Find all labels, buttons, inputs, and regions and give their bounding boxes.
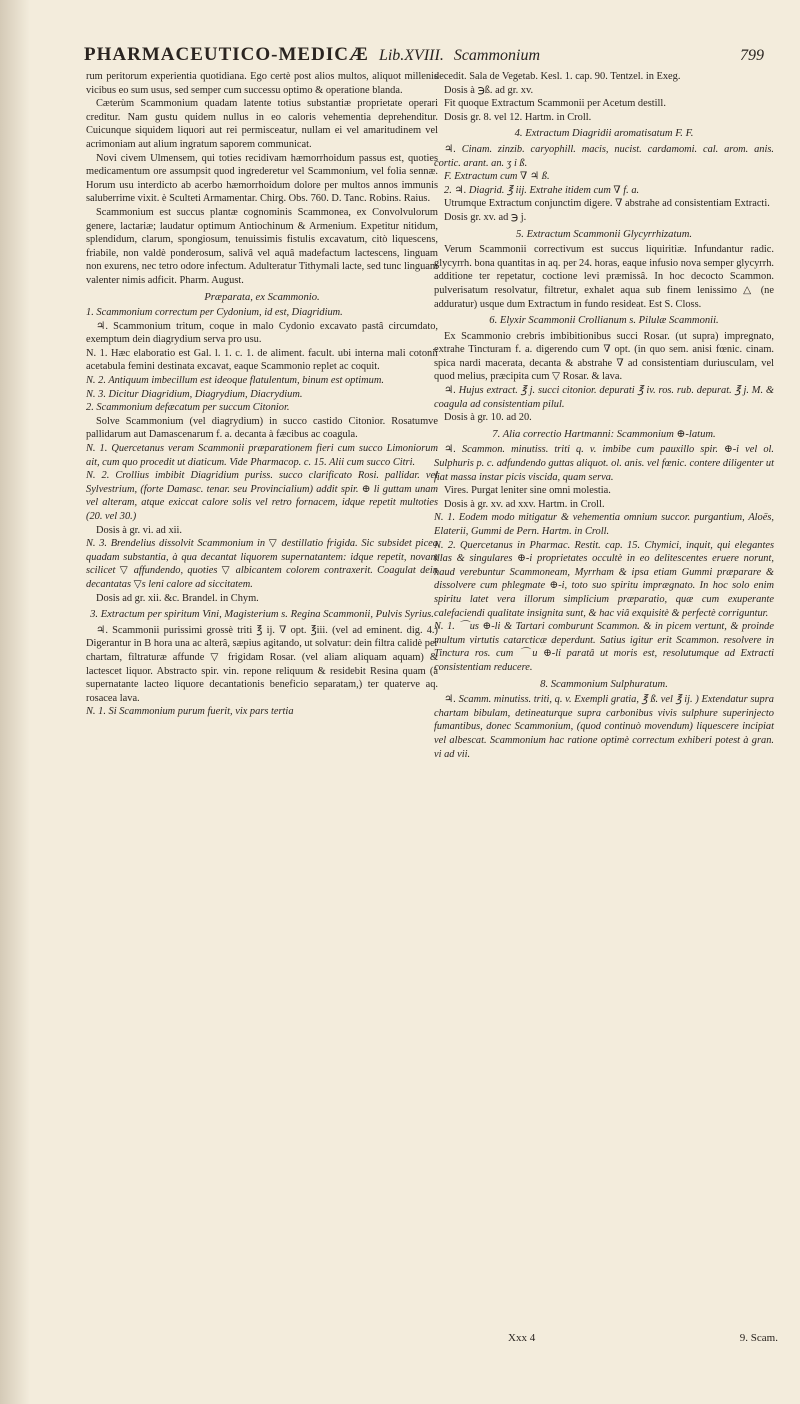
paragraph: N. 2. Quercetanus in Pharmac. Restit. cap. 15. Chymici, inquit, qui elegantes illas & singulares ⊕-i proprietates occultè in eo delitescentes eruere norunt, haud verebuntur Scammoneam, Myrrham & ipsa etiam Gummi præparare & dissolvere cum phlegmate ⊕-i, toto suo spiritu imprægnato. In hoc solo enim spiritu latet vera illorum simplicium præparatio, quæ cum exuperante calefaciendi qualitate insignita sunt, & hac viâ exquisitè & perfectè corriguntur. [434, 539, 774, 619]
paragraph: Utrumque Extractum conjunctim digere. ∇ abstrahe ad consistentiam Extracti. [444, 198, 770, 210]
paragraph: Fit quoque Extractum Scammonii per Acetum destill. [444, 98, 666, 110]
paragraph: 2. Scammonium defæcatum per succum Citonior. [86, 402, 290, 414]
section-heading: Præparata, ex Scammonio. [204, 291, 320, 303]
paragraph: N. 1. Quercetanus veram Scammonii præparationem fieri cum succo Limoniorum ait, cum quo procedit ut diaticum. Vide Pharmacop. c. 15. Alii cum succo Citri. [86, 443, 438, 468]
paragraph: 1. Scammonium correctum per Cydonium, id est, Diagridium. [86, 307, 343, 319]
paragraph: decedit. Sala de Vegetab. Kesl. 1. cap. 90. Tentzel. in Exeg. [434, 71, 681, 82]
paragraph: ♃. Scammonium tritum, coque in malo Cydonio excavato pastâ circumdato, exemptum dein diagrydium serva pro usu. [86, 320, 438, 346]
page-header [84, 44, 764, 66]
signature-mark: Xxx 4 [508, 1332, 536, 1344]
paragraph: Verum Scammonii correctivum est succus liquiritiæ. Infundantur radic. glycyrrh. bona quantitas in aq. per 24. horas, eaque infusio nova semper glycyrrh. additione ter repetatur, coctione levi præmissâ. In hoc decocto Scammon. pulverisatum resolvatur, filtretur, exhalet aqua sub finem lenissimo △ (ne adduratur) usque dum Extractum in fundo resideat. Est S. Closs. [434, 244, 774, 310]
paragraph: N. 1. Si Scammonium purum fuerit, vix pars tertia [86, 706, 294, 718]
page-gutter-shadow [0, 0, 30, 1404]
paragraph: ♃. Hujus extract. ℥ j. succi citonior. depurati ℥ iv. ros. rub. depurat. ℥ j. M. & coagula ad consistentiam pilul. [434, 385, 774, 410]
paragraph: Dosis gr. 8. vel 12. Hartm. in Croll. [444, 111, 592, 123]
paragraph: N. 1. Hæc elaboratio est Gal. l. 1. c. 1. de aliment. facult. ubi interna mali cotonii acetabula femini destinata excavat, eaque Scammonio replet ac coquit. [86, 347, 438, 373]
paragraph: Cæterùm Scammonium quadam latente totius substantiæ proprietate operari creditur. Nam gustu quidem nullus in eo caloris vehementia deprehenditur. Cuicunque siquidem liquori aut rei permisceatur, nullam ei vel amaritudinem vel acrimoniam aut alium ingratum saporem communicat. [86, 98, 438, 150]
section-heading: 4. Extractum Diagridii aromatisatum F. F. [514, 128, 694, 140]
paragraph: N. 3. Brendelius dissolvit Scammonium in ▽ destillatio frigida. Sic subsidet picea quadam substantia, à qua decantat liquorem supernatantem: idque repetit, novam scilicet ▽ affundendo, quoties ▽ albicantem colorem contraxerit. Coagulat dein decantatas ▽s leni calore ad siccitatem. [86, 538, 438, 590]
paragraph: N. 1. ⌒us ⊕-li & Tartari comburunt Scammon. & in picem vertunt, & proinde multum virtutis catarcticæ deperdunt. Satius igitur erit Scammon. resolvere in Tinctura ros. cum ⌒u ⊕-li paratâ ut moris est, resolutumque ad Extracti consistentiam reducere. [434, 621, 774, 673]
section-heading: 7. Alia correctio Hartmanni: Scammonium ⊕-latum. [492, 428, 716, 440]
right-column [434, 70, 774, 761]
section-title: Scammonium [453, 47, 541, 64]
paragraph: N. 3. Dicitur Diagridium, Diagrydium, Diacrydium. [86, 388, 303, 400]
paragraph: Scammonium est succus plantæ cognominis Scammonea, ex Convolvulorum genere, lactariæ; laudatur optimum Antiochinum & Armenium. Expetitur nitidum, splendidum, clarum, spongiosum, tenuissimis fistulis excavatum, citò liquescens, friabile, non valdè ponderosum, salivâ vel aquâ madefactum lactescens, linguam non exurens, nec tetro odore infectum. Adulteratur Tithymali lacte, sed tunc linguam valenter nimis adficit. Pharm. August. [86, 206, 438, 286]
paragraph: F. Extractum cum ∇ ♃ ß. [444, 171, 550, 183]
section-heading: 3. Extractum per spiritum Vini, Magisterium s. Regina Scammonii, Pulvis Syrius. [90, 609, 434, 621]
page-number: 799 [740, 47, 764, 64]
paragraph: Dosis à ℈ß. ad gr. xv. [444, 84, 534, 96]
section-heading: 8. Scammonium Sulphuratum. [540, 678, 668, 690]
section-heading: 6. Elyxir Scammonii Crollianum s. Pilulæ Scammonii. [489, 315, 719, 327]
paragraph: Ex Scammonio crebris imbibitionibus succi Rosar. (ut supra) impregnato, extrahe Tincturam f. a. digerendo cum ∇ opt. (in quo sem. anisi fœnic. cinam. spica nardi macerata, decanta & abstrahe ∇ ad consistentiam duriusculam, vel quod melius, præcipita cum ▽ Rosar. & lava. [434, 330, 774, 383]
paragraph: rum peritorum experientia quotidiana. Ego certè post alios multos, aliquot millenis vicibus eo sum usus, sed semper cum successu optimo & operatione blanda. [86, 71, 438, 96]
paragraph: Dosis à gr. xv. ad xxv. Hartm. in Croll. [444, 498, 605, 510]
paragraph: Novi civem Ulmensem, qui toties recidivam hæmorrhoidum passus est, quoties medicamentum ore assumpsit quod ingrederetur vel Scammonium, vel folia sennæ. Horum usu interdicto ab acerbo hæmorrhoidum dolore per multos annos immunis saluberrime vixit. è Sculteti Armamentar. Chirg. Obs. 760. D. Tanc. Robins. Raius. [86, 152, 438, 205]
page-footer [508, 1332, 778, 1344]
paragraph: ♃. Scamm. minutiss. triti, q. v. Exempli gratia, ℥ ß. vel ℥ ij. ) Extendatur supra chartam bibulam, detineaturque supra carbonibus vivis sulphure superinjecto fumantibus, donec Scammonium, (quod continuò movendum) liquescere incipiat vel albescat. Scammonium hac ratione optimè correctum exhiberi potest à gran. vi ad vii. [434, 694, 774, 760]
catchword: 9. Scam. [739, 1332, 778, 1344]
paragraph: Dosis à gr. 10. ad 20. [444, 412, 532, 424]
paragraph: 2. ♃. Diagrid. ℥ iij. Extrahe itidem cum ∇ f. a. [444, 184, 640, 196]
paragraph: Dosis ad gr. xii. &c. Brandel. in Chym. [96, 592, 259, 604]
running-title: PHARMACEUTICO-MEDICÆ [84, 44, 369, 65]
section-heading: 5. Extractum Scammonii Glycyrrhizatum. [515, 228, 693, 240]
paragraph: N. 1. Eodem modo mitigatur & vehementia omnium succor. purgantium, Aloës, Elaterii, Gummi de Pern. Hartm. in Croll. [434, 512, 774, 537]
paragraph: Vires. Purgat leniter sine omni molestia. [444, 485, 611, 497]
paragraph: N. 2. Antiquum imbecillum est ideoque flatulentum, binum est optimum. [86, 375, 384, 387]
paragraph: Solve Scammonium (vel diagrydium) in succo castido Citonior. Rosatumve pallidarum aut Damascenarum f. a. decanta à fæcibus ac coagula. [86, 415, 438, 441]
paragraph: ♃. Scammon. minutiss. triti q. v. imbibe cum pauxillo spir. ⊕-i vel ol. Sulphuris p. c. adfundendo guttas aliquot. ol. anis. vel fœnic. contere diligenter ut fiat massa instar picis viscida, quam serva. [434, 444, 774, 483]
paragraph: ♃. Scammonii purissimi grossè triti ℥ ij. ∇ opt. ℥iii. (vel ad eminent. dig. 4.) Digerantur in B hora una ac alterâ, sæpius agitando, ut solvatur: dein filtra calidè per chartam, filtraturæ affunde ▽ frigidam Rosar. (vel aliam aliquam aquam) & lactescet liquor. Abstracto spir. vin. repone reliquum & residebit Resina quam (à supernatante lacteo liquore decantationis beneficio separatam,) ter quaterve aq. rosacea lava. [86, 624, 439, 704]
paragraph: N. 2. Crollius imbibit Diagridium puriss. succo clarificato Rosi. pallidar. vel Sylvestrium, (forte Damasc. tenar. seu Provincialium) addit spir. ⊕ li guttam unam vel alteram, atque exiccat calore solis vel retro fornacem, idque repetit multoties (20. vel 30.) [86, 470, 438, 522]
book-number: Lib.XVIII. [378, 47, 444, 64]
paragraph: Dosis gr. xv. ad ℈ j. [444, 211, 527, 223]
paragraph: Dosis à gr. vi. ad xii. [96, 524, 183, 536]
left-column [86, 70, 438, 719]
paragraph: ♃. Cinam. zinzib. caryophill. macis, nucist. cardamomi. cal. arom. anis. cortic. arant. an. ʒ i ß. [434, 143, 774, 169]
